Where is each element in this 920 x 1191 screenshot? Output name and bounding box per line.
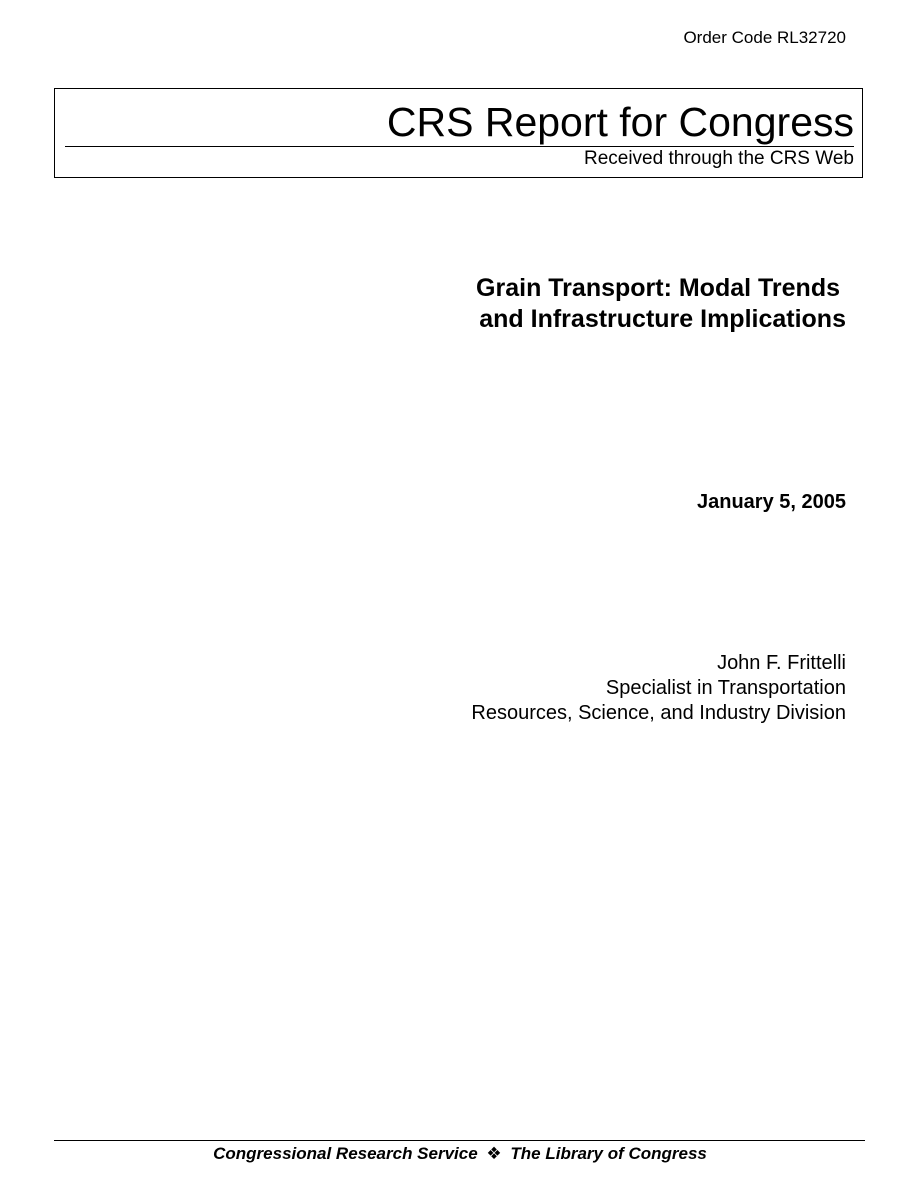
order-code: Order Code RL32720 bbox=[683, 28, 846, 47]
report-header-box bbox=[54, 88, 863, 178]
author-block bbox=[471, 651, 846, 726]
report-series-title: CRS Report for Congress bbox=[386, 99, 854, 145]
report-title bbox=[476, 273, 846, 335]
report-series-subtitle: Received through the CRS Web bbox=[583, 148, 854, 169]
footer bbox=[0, 1143, 920, 1165]
footer-separator-icon: ❖ bbox=[486, 1144, 502, 1163]
footer-library: The Library of Congress bbox=[510, 1144, 707, 1163]
author-name: John F. Frittelli bbox=[717, 652, 846, 674]
report-title-line: and Infrastructure Implications bbox=[479, 305, 846, 333]
report-title-line: Grain Transport: Modal Trends bbox=[476, 274, 840, 302]
author-division: Resources, Science, and Industry Division bbox=[471, 702, 846, 724]
author-position: Specialist in Transportation bbox=[605, 677, 846, 699]
report-date: January 5, 2005 bbox=[697, 491, 846, 513]
footer-organization: Congressional Research Service bbox=[213, 1144, 478, 1163]
header-divider bbox=[65, 146, 854, 147]
footer-divider bbox=[54, 1140, 865, 1141]
